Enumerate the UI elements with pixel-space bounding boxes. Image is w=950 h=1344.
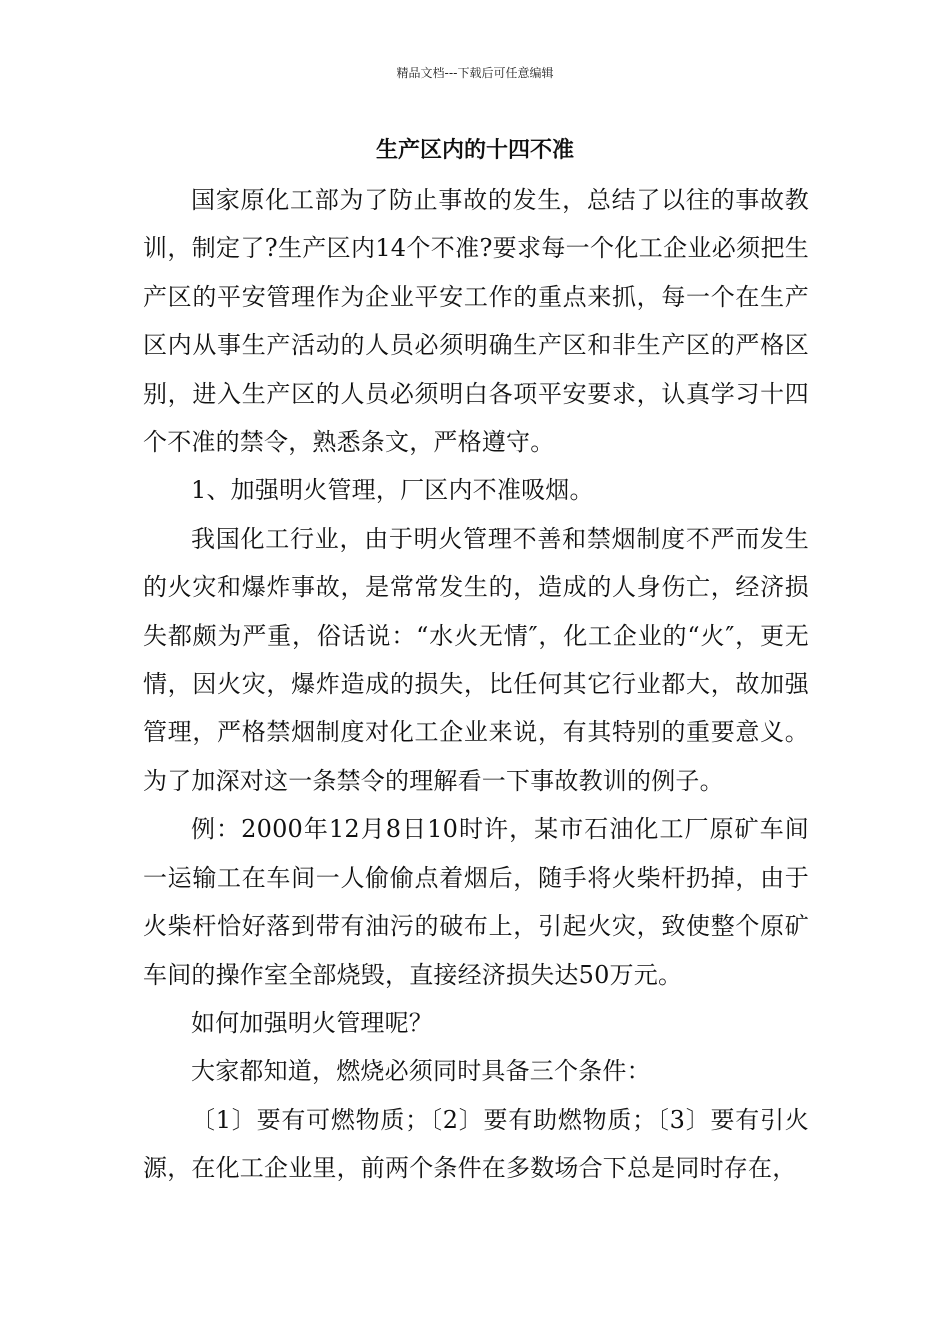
paragraph-rule-1: 1、加强明火管理，厂区内不准吸烟。: [191, 476, 594, 505]
paragraph-intro: 国家原化工部为了防止事故的发生，总结了以往的事故教训，制定了?生产区内14个不准?要求每一个化工企业必须把生产区的平安管理作为企业平安工作的重点来抓，每一个在生产区内从事生产活动的人员必须明确生产区和非生产区的严格区别，进入生产区的人员必须明白各项平安要求，认真学习十四个不准的禁令，熟悉条文，严格遵守。: [143, 186, 809, 457]
paragraph-question: 如何加强明火管理呢？: [191, 1008, 433, 1037]
document-title: 生产区内的十四不准: [375, 138, 574, 163]
paragraph-conditions-intro: 大家都知道，燃烧必须同时具备三个条件：: [191, 1057, 651, 1086]
page-header: 精品文档---下载后可任意编辑: [396, 66, 554, 80]
paragraph-conditions: 〔1〕要有可燃物质；〔2〕要有助燃物质；〔3〕要有引火源，在化工企业里，前两个条件在多数场合下总是同时存在，: [143, 1105, 809, 1183]
document-body: [143, 176, 809, 1193]
paragraph-explanation: 我国化工行业，由于明火管理不善和禁烟制度不严而发生的火灾和爆炸事故，是常常发生的，造成的人身伤亡，经济损失都颇为严重，俗话说：“水火无情″，化工企业的“火″，更无情，因火灾，爆炸造成的损失，比任何其它行业都大，故加强管理，严格禁烟制度对化工企业来说，有其特别的重要意义。为了加深对这一条禁令的理解看一下事故教训的例子。: [143, 524, 809, 795]
paragraph-example: 例：2000年12月8日10时许，某市石油化工厂原矿车间一运输工在车间一人偷偷点着烟后，随手将火柴杆扔掉，由于火柴杆恰好落到带有油污的破布上，引起火灾，致使整个原矿车间的操作室全部烧毁，直接经济损失达50万元。: [143, 815, 809, 989]
